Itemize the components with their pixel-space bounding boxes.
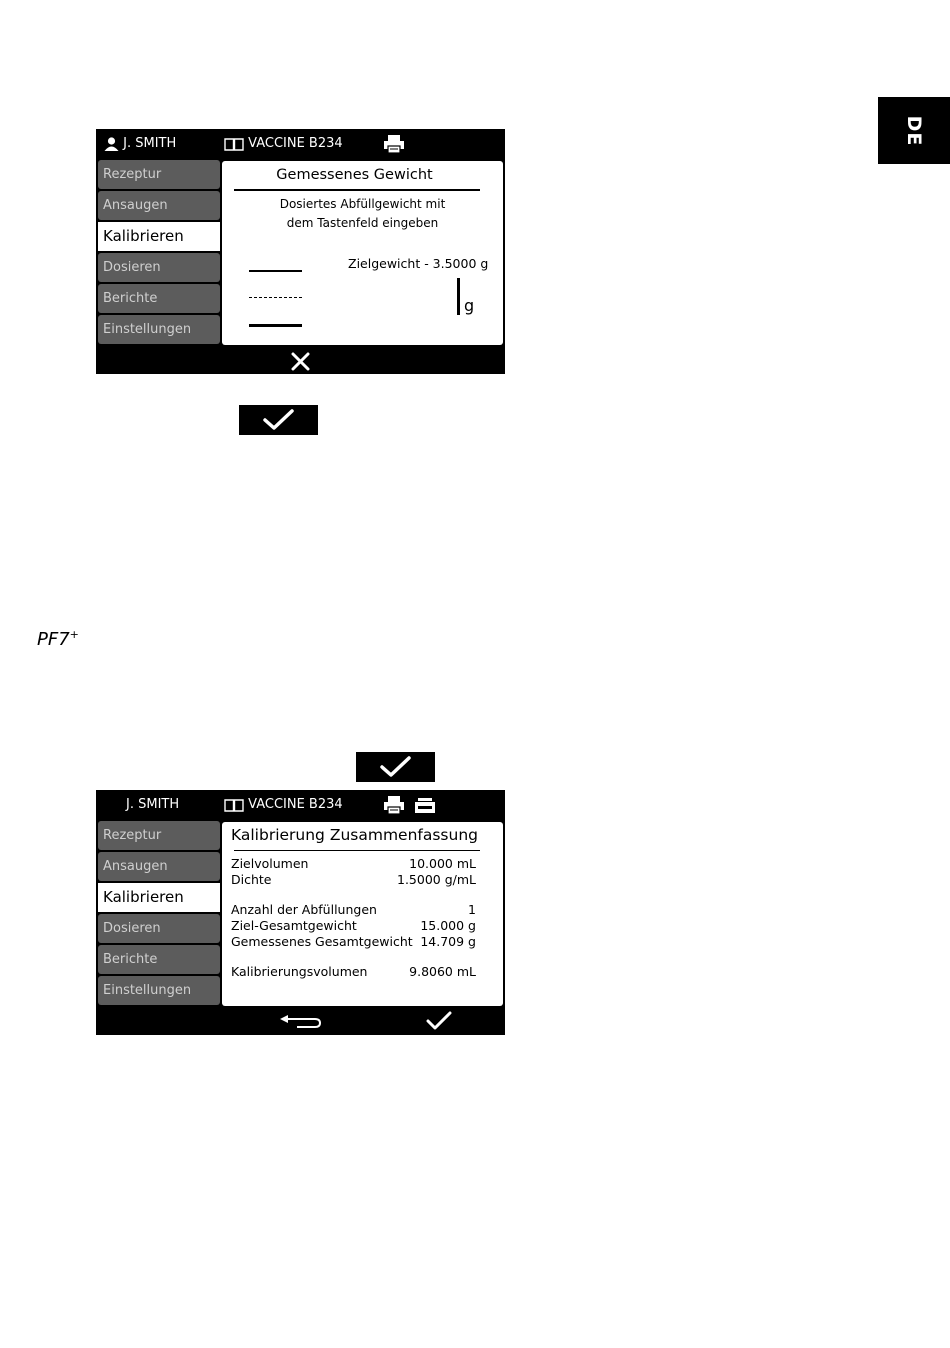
- content-panel: [222, 161, 503, 345]
- summary-row: [231, 902, 476, 918]
- language-tab: [878, 97, 950, 164]
- tab-calibrate[interactable]: Kalibrieren: [98, 883, 220, 912]
- instruction-line-2: dem Tastenfeld eingeben: [286, 216, 439, 230]
- row-label: Gemessenes Gesamtgewicht: [231, 934, 413, 949]
- row-label: Dichte: [231, 872, 272, 887]
- checkmark-icon[interactable]: [425, 1011, 453, 1031]
- tab-prime[interactable]: Ansaugen: [98, 191, 220, 220]
- product-suffix: +: [69, 628, 79, 641]
- recipe-name: VACCINE B234: [248, 797, 343, 812]
- user-icon: [104, 137, 119, 151]
- tab-settings[interactable]: Einstellungen: [98, 315, 220, 344]
- weight-entry-dashes: [249, 297, 302, 298]
- row-value: 14.709 g: [420, 934, 476, 949]
- book-icon: [224, 137, 244, 151]
- printer-icon: [383, 795, 405, 815]
- row-label: Anzahl der Abfüllungen: [231, 902, 377, 917]
- user-indicator: [104, 136, 176, 151]
- scale-icon: [414, 797, 436, 814]
- tab-dispense[interactable]: Dosieren: [98, 253, 220, 282]
- sidebar-nav: [98, 821, 220, 1007]
- summary-row: [231, 856, 476, 872]
- tab-calibrate[interactable]: Kalibrieren: [98, 222, 220, 251]
- input-cursor: [457, 278, 460, 315]
- instruction-line-1: Dosiertes Abfüllgewicht mit: [279, 197, 446, 211]
- language-tab-label: DE: [903, 115, 925, 146]
- close-icon[interactable]: [291, 352, 310, 371]
- measured-weight-screen: [96, 129, 505, 374]
- summary-row: [231, 964, 476, 980]
- panel-title: Gemessenes Gewicht: [276, 167, 433, 183]
- title-divider: [234, 850, 480, 851]
- scale-status[interactable]: [414, 797, 436, 814]
- printer-status[interactable]: [383, 134, 405, 154]
- title-divider: [234, 189, 480, 191]
- checkmark-icon: [379, 756, 412, 778]
- book-icon: [224, 798, 244, 812]
- calibration-summary-screen: [96, 790, 505, 1035]
- tab-dispense[interactable]: Dosieren: [98, 914, 220, 943]
- target-weight-label: Zielgewicht - 3.5000 g: [348, 256, 489, 271]
- tab-prime[interactable]: Ansaugen: [98, 852, 220, 881]
- user-name: J. SMITH: [123, 136, 177, 151]
- tab-reports[interactable]: Berichte: [98, 284, 220, 313]
- bottom-bar: [96, 346, 505, 374]
- tab-settings[interactable]: Einstellungen: [98, 976, 220, 1005]
- row-value: 1.5000 g/mL: [397, 872, 476, 887]
- back-arrow-icon[interactable]: [279, 1013, 323, 1029]
- status-bar: [96, 790, 505, 820]
- printer-status[interactable]: [383, 795, 405, 815]
- row-label: Ziel-Gesamtgewicht: [231, 918, 357, 933]
- weight-entry-line: [249, 324, 302, 327]
- summary-row: [231, 934, 476, 950]
- product-label: [37, 628, 79, 650]
- recipe-name: VACCINE B234: [248, 136, 343, 151]
- panel-title: Kalibrierung Zusammenfassung: [230, 826, 478, 844]
- summary-row: [231, 872, 476, 888]
- weight-unit: g: [464, 296, 475, 315]
- row-value: 9.8060 mL: [409, 964, 476, 979]
- row-label: Kalibrierungsvolumen: [231, 964, 368, 979]
- bottom-bar: [96, 1007, 505, 1035]
- tab-reports[interactable]: Berichte: [98, 945, 220, 974]
- sidebar-nav: [98, 160, 220, 346]
- tab-recipe[interactable]: Rezeptur: [98, 821, 220, 850]
- confirm-button[interactable]: [356, 752, 435, 782]
- recipe-indicator: [224, 797, 343, 812]
- row-label: Zielvolumen: [231, 856, 309, 871]
- weight-entry-line: [249, 270, 302, 272]
- tab-recipe[interactable]: Rezeptur: [98, 160, 220, 189]
- recipe-indicator: [224, 136, 343, 151]
- instruction-text: [222, 195, 503, 233]
- row-value: 10.000 mL: [409, 856, 476, 871]
- row-value: 15.000 g: [420, 918, 476, 933]
- product-name: PF7: [37, 629, 70, 650]
- printer-icon: [383, 134, 405, 154]
- status-bar: [96, 129, 505, 159]
- summary-row: [231, 918, 476, 934]
- content-panel: [222, 822, 503, 1006]
- checkmark-icon: [262, 409, 295, 431]
- row-value: 1: [468, 902, 476, 917]
- user-name: J. SMITH: [126, 797, 180, 812]
- confirm-button[interactable]: [239, 405, 318, 435]
